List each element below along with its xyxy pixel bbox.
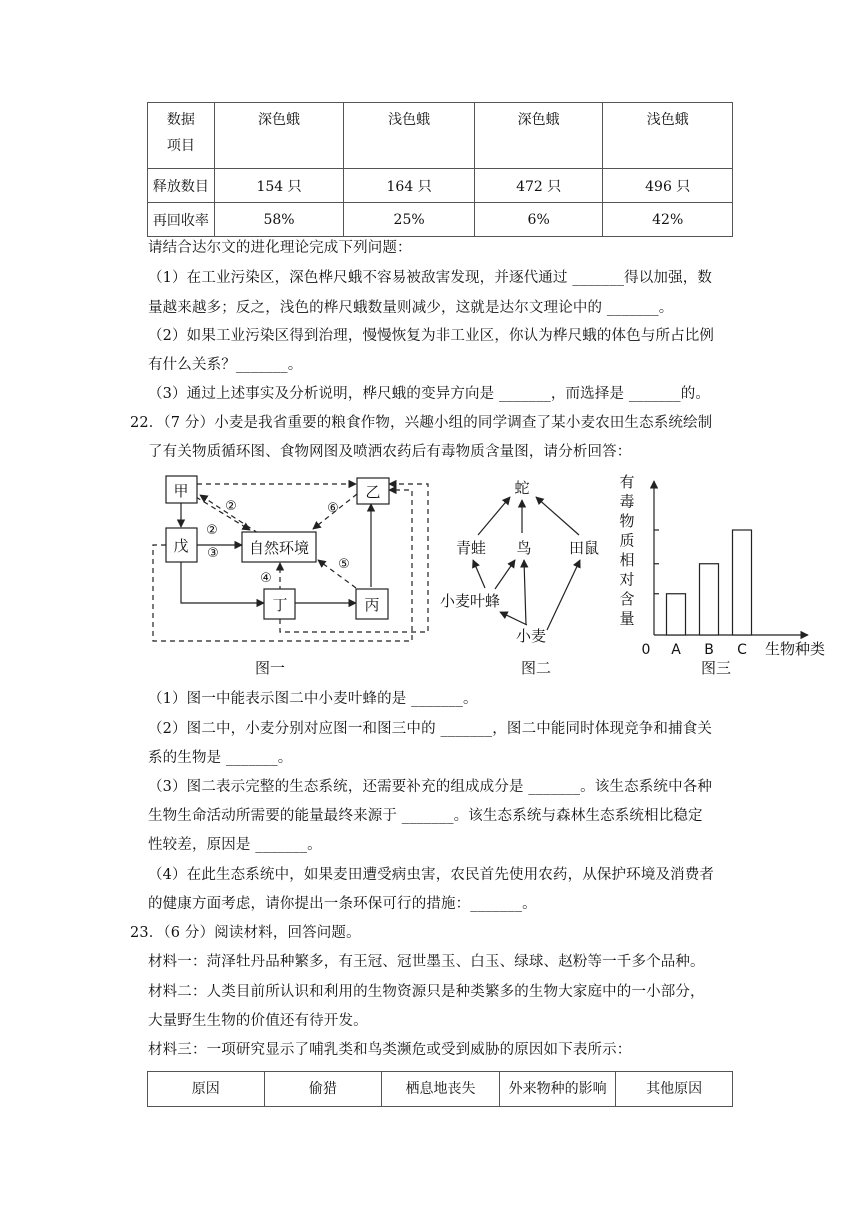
q23-material-1: 材料一：菏泽牡丹品种繁多，有王冠、冠世墨玉、白玉、绿球、赵粉等一千多个品种。 — [148, 954, 705, 970]
q22-p1: （1）图一中能表示图二中小麦叶蜂的是 _______。 — [148, 691, 478, 707]
node-ding: 丁 — [272, 596, 288, 614]
figure-3-caption: 图三 — [700, 659, 732, 677]
q21-intro: 请结合达尔文的进化理论完成下列问题： — [148, 240, 412, 256]
table-cell: 472 只 — [474, 169, 603, 203]
y-axis-label-char: 对 — [619, 570, 635, 589]
y-axis-label-char: 相 — [619, 551, 635, 569]
q22-line2: 了有关物质循环图、食物网图及喷洒农药后有毒物质含量图，请分析回答： — [148, 444, 632, 460]
y-axis-label-char: 质 — [619, 531, 635, 550]
q22-line1: 22．（7 分）小麦是我省重要的粮食作物，兴趣小组的同学调查了某小麦农田生态系统绘制 — [130, 415, 713, 431]
q22-p3-line3: 性较差，原因是 _______。 — [148, 837, 322, 853]
table-header-cell: 浅色蛾 — [603, 103, 733, 169]
node-bing: 丙 — [364, 596, 380, 614]
header-label-1: 数据 — [166, 112, 195, 128]
q22-p4-line1: （4）在此生态系统中，如果麦田遭受病虫害，农民首先使用农药，从保护环境及消费者 — [148, 867, 715, 883]
label-circle-4: ④ — [260, 571, 272, 586]
q23-material-2-line2: 大量野生生物的价值还有待开发。 — [148, 1013, 368, 1029]
q22-p3-line1: （3）图二表示完整的生态系统，还需要补充的组成成分是 _______。该生态系统中各种 — [148, 779, 713, 795]
x-axis-label: 生物种类 — [764, 640, 826, 658]
threat-cause-table — [147, 1071, 733, 1107]
table-cell: 164 只 — [344, 169, 475, 203]
table-header-cell: 偷猎 — [264, 1072, 382, 1107]
label-circle-3: ③ — [207, 546, 219, 561]
figure-2-food-web — [473, 497, 580, 630]
y-axis-label-char: 物 — [619, 512, 635, 530]
figure-1-cycle — [153, 476, 428, 641]
bar-A — [667, 594, 686, 635]
q22-p2-line2: 系的生物是 _______。 — [148, 750, 293, 766]
q21-p1-line2: 量越来越多；反之，浅色的桦尺蛾数量则减少，这就是达尔文理论中的 _______。 — [148, 300, 674, 316]
node-jia: 甲 — [173, 482, 189, 500]
table-header-cell: 深色蛾 — [474, 103, 603, 169]
origin-label: 0 — [641, 642, 651, 658]
node-leafhopper: 小麦叶蜂 — [439, 592, 501, 610]
x-tick-label: A — [671, 642, 681, 658]
q23-material-3: 材料三：一项研究显示了哺乳类和鸟类濒危或受到威胁的原因如下表所示： — [148, 1042, 632, 1058]
table-cell: 58% — [214, 203, 344, 237]
node-bird: 鸟 — [516, 539, 532, 557]
table-cell: 6% — [474, 203, 603, 237]
y-axis-label-char: 有 — [619, 473, 635, 491]
node-mouse: 田鼠 — [568, 539, 600, 557]
node-snake: 蛇 — [514, 479, 530, 497]
y-axis-label-char: 毒 — [619, 492, 635, 511]
q22-p4-line2: 的健康方面考虑，请你提出一条环保可行的措施：_______。 — [148, 896, 537, 912]
q21-p2-line2: 有什么关系？_______。 — [148, 357, 303, 373]
table-cell: 42% — [603, 203, 733, 237]
label-circle-6: ⑥ — [327, 501, 339, 516]
table-header-cell: 浅色蛾 — [344, 103, 475, 169]
q22-p3-line2: 生物生命活动所需要的能量最终来源于 _______。该生态系统与森林生态系统相比稳定 — [148, 808, 703, 824]
label-circle-2a: ② — [225, 499, 237, 514]
table-cell: 154 只 — [214, 169, 344, 203]
node-wu: 戊 — [173, 537, 189, 555]
row-label: 再回收率 — [148, 203, 215, 237]
header-label-2: 项目 — [166, 138, 195, 154]
node-wheat: 小麦 — [515, 627, 547, 645]
x-tick-label: B — [704, 642, 714, 658]
table-header-cell: 栖息地丧失 — [382, 1072, 500, 1107]
table-header-cell: 原因 — [148, 1072, 265, 1107]
q21-p1-line1: （1）在工业污染区，深色桦尺蛾不容易被敌害发现，并逐代通过 _______得以加强，数 — [148, 270, 713, 286]
node-frog: 青蛙 — [455, 539, 487, 557]
row-label: 释放数目 — [148, 169, 215, 203]
table-header-cell: 深色蛾 — [214, 103, 344, 169]
q21-p3-line1: （3）通过上述事实及分析说明，桦尺蛾的变异方向是 _______，而选择是 _______的。 — [148, 386, 710, 402]
q21-p2-line1: （2）如果工业污染区得到治理，慢慢恢复为非工业区，你认为桦尺蛾的体色与所占比例 — [148, 328, 715, 344]
bar-C — [733, 530, 752, 635]
label-circle-2b: ② — [206, 523, 218, 538]
table-header-cell: 外来物种的影响 — [499, 1072, 616, 1107]
table-row — [148, 1072, 733, 1107]
table-cell: 25% — [344, 203, 475, 237]
table-cell: 496 只 — [603, 169, 733, 203]
node-env: 自然环境 — [248, 539, 310, 557]
figure-2-caption: 图二 — [520, 659, 552, 677]
bar-B — [700, 564, 719, 635]
figure-1-caption: 图一 — [254, 659, 286, 677]
x-tick-label: C — [737, 642, 747, 658]
q23-material-2-line1: 材料二：人类目前所认识和利用的生物资源只是种类繁多的生物大家庭中的一小部分， — [148, 984, 705, 1000]
node-yi: 乙 — [365, 483, 381, 501]
y-axis-label-char: 量 — [619, 609, 635, 628]
q23-line1: 23．（6 分）阅读材料，回答问题。 — [130, 925, 361, 941]
label-circle-5: ⑤ — [338, 557, 350, 572]
table-header-cell: 其他原因 — [616, 1072, 733, 1107]
y-axis-label-char: 含 — [619, 590, 635, 608]
q22-p2-line1: （2）图二中，小麦分别对应图一和图三中的 _______，图二中能同时体现竞争和捕食关 — [148, 721, 713, 737]
figure-3-bar-chart — [619, 473, 825, 658]
